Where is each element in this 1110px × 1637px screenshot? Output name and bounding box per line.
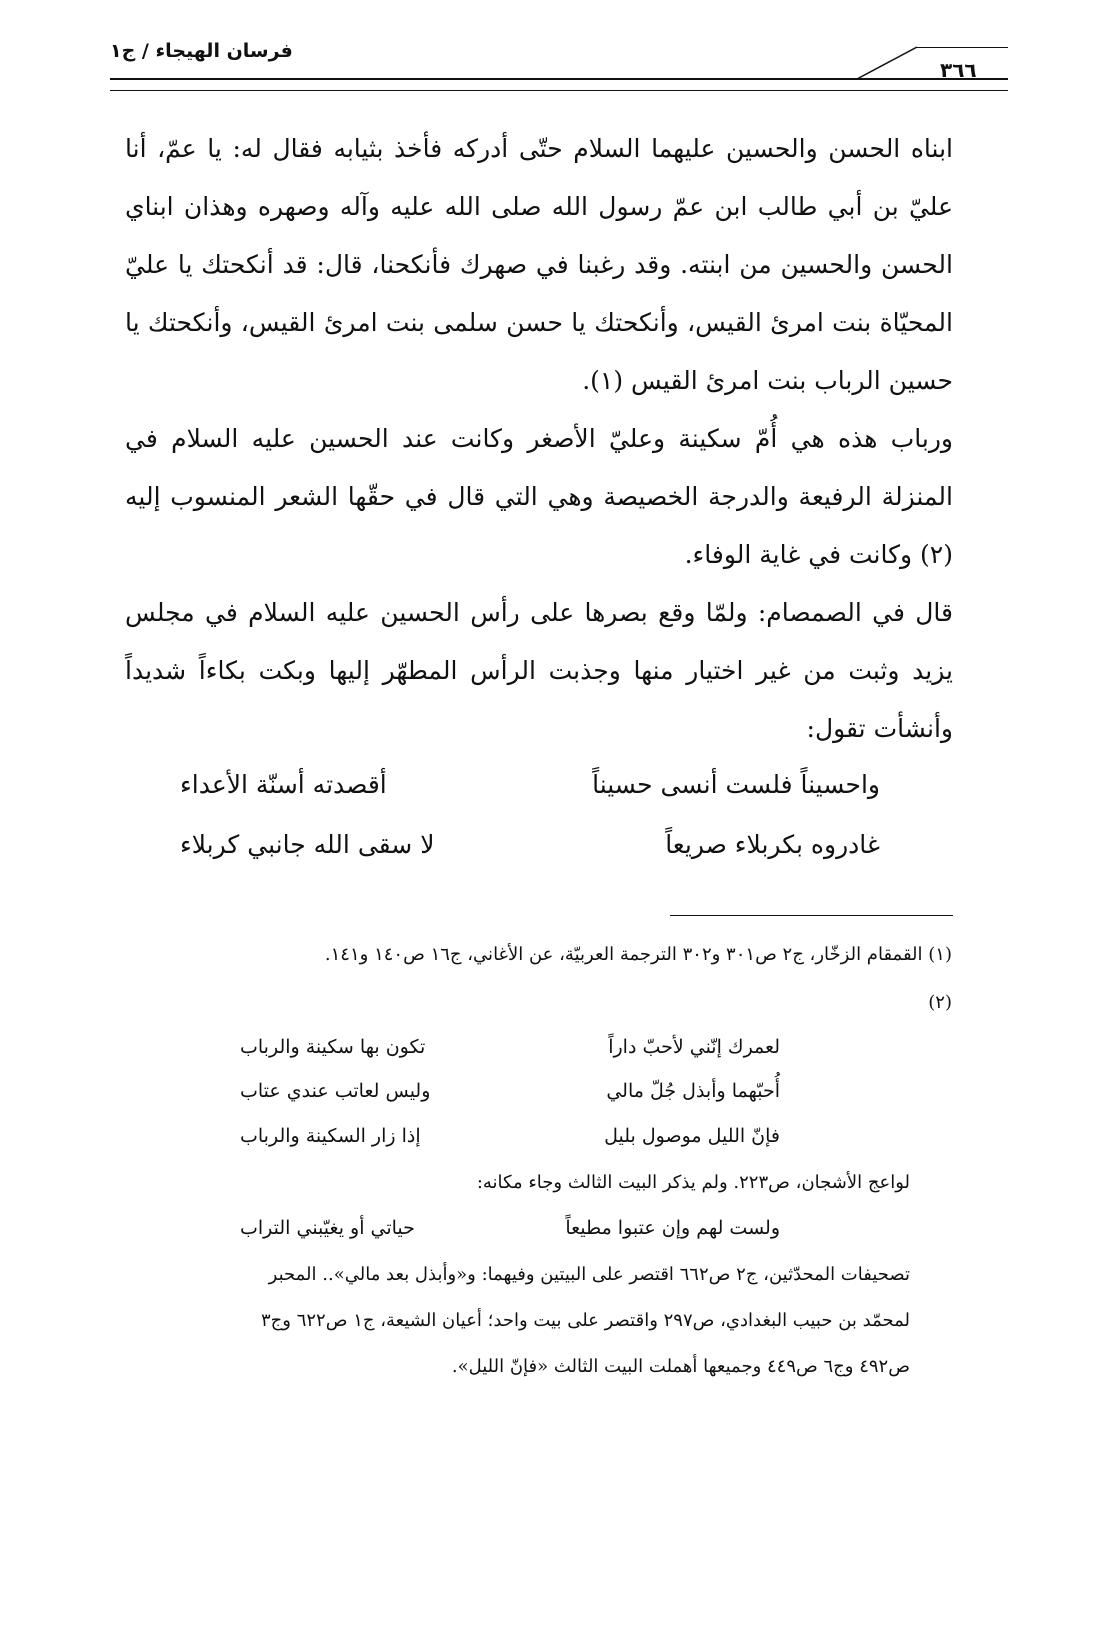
verse-second-hemistich: لا سقى الله جانبي كربلاء bbox=[180, 830, 435, 859]
paragraph: ورباب هذه هي أُمّ سكينة وعليّ الأصغر وكانت عند الحسين عليه السلام في المنزلة الرفيعة والدرجة الخصيصة وهي التي قال في حقّها الشعر المنسوب إليه (٢) وكانت في غاية الوفاء. bbox=[125, 424, 953, 569]
verse-second-hemistich: تكون بها سكينة والرباب bbox=[240, 1036, 426, 1058]
verse-second-hemistich: وليس لعاتب عندي عتاب bbox=[240, 1080, 431, 1102]
poem-verse bbox=[180, 770, 880, 799]
verse-first-hemistich: واحسيناً فلست أنسى حسيناً bbox=[592, 770, 880, 799]
footnote-source-line: لمحمّد بن حبيب البغدادي، ص٢٩٧ واقتصر على بيت واحد؛ أعيان الشيعة، ج١ ص٦٢٢ وج٣ bbox=[260, 1310, 910, 1331]
main-text bbox=[125, 120, 953, 758]
poem-verse bbox=[180, 830, 880, 859]
footnote-separator bbox=[670, 915, 953, 916]
footnote-source-line: ص٤٩٢ وج٦ ص٤٤٩ وجميعها أهملت البيت الثالث «فإنّ الليل». bbox=[451, 1356, 910, 1377]
verse-first-hemistich: لعمرك إنّني لأحبّ داراً bbox=[608, 1036, 780, 1058]
header-short-rule bbox=[917, 47, 1008, 48]
verse-first-hemistich: ولست لهم وإن عتبوا مطيعاً bbox=[565, 1217, 780, 1239]
footnote-1: (١) القمقام الزخّار، ج٢ ص٣٠١ و٣٠٢ الترجمة العربيّة، عن الأغاني، ج١٦ ص١٤٠ و١٤١. bbox=[324, 944, 952, 965]
verse-second-hemistich: إذا زار السكينة والرباب bbox=[240, 1125, 421, 1147]
verse-first-hemistich: أُحبّهما وأبذل جُلّ مالي bbox=[606, 1080, 780, 1102]
footnote-verse bbox=[240, 1125, 780, 1147]
verse-second-hemistich: أقصدته أسنّة الأعداء bbox=[180, 770, 387, 799]
paragraph: قال في الصمصام: ولمّا وقع بصرها على رأس الحسين عليه السلام في مجلس يزيد وثبت من غير اختيار منها وجذبت الرأس المطهّر إليها وبكت بكاءاً شديداً وأنشأت تقول: bbox=[125, 598, 953, 743]
verse-first-hemistich: غادروه بكربلاء صريعاً bbox=[665, 830, 880, 859]
header-slant-line bbox=[855, 46, 917, 80]
paragraph: ابناه الحسن والحسين عليهما السلام حتّى أدركه فأخذ بثيابه فقال له: يا عمّ، أنا عليّ بن أبي طالب ابن عمّ رسول الله صلى الله عليه وآله وصهره وهذان ابناي الحسن والحسين من ابنته. وقد رغبنا في صهرك فأنكحنا، قال: قد أنكحتك يا عليّ المحيّاة بنت امرئ القيس، وأنكحتك يا حسن سلمى بنت امرئ القيس، وأنكحتك يا حسين الرباب بنت امرئ القيس (١). bbox=[125, 134, 954, 395]
footnote-2-marker: (٢) bbox=[928, 992, 952, 1013]
book-title: فرسان الهيجاء / ج١ bbox=[110, 40, 293, 62]
page-number: ٣٦٦ bbox=[940, 58, 977, 82]
header-rule-thin bbox=[110, 90, 1008, 91]
footnote-verse bbox=[240, 1217, 780, 1239]
verse-first-hemistich: فإنّ الليل موصول بليل bbox=[604, 1125, 780, 1147]
footnote-source-line: لواعج الأشجان، ص٢٢٣. ولم يذكر البيت الثالث وجاء مكانه: bbox=[476, 1172, 910, 1193]
footnote-source-line: تصحيفات المحدّثين، ج٢ ص٦٦٢ اقتصر على البيتين وفيهما: و«وأبذل بعد مالي».. المحبر bbox=[268, 1264, 910, 1285]
verse-second-hemistich: حياتي أو يغيّبني التراب bbox=[240, 1217, 415, 1239]
header-rule bbox=[110, 78, 1008, 80]
footnote-verse bbox=[240, 1036, 780, 1058]
footnote-verse bbox=[240, 1080, 780, 1102]
